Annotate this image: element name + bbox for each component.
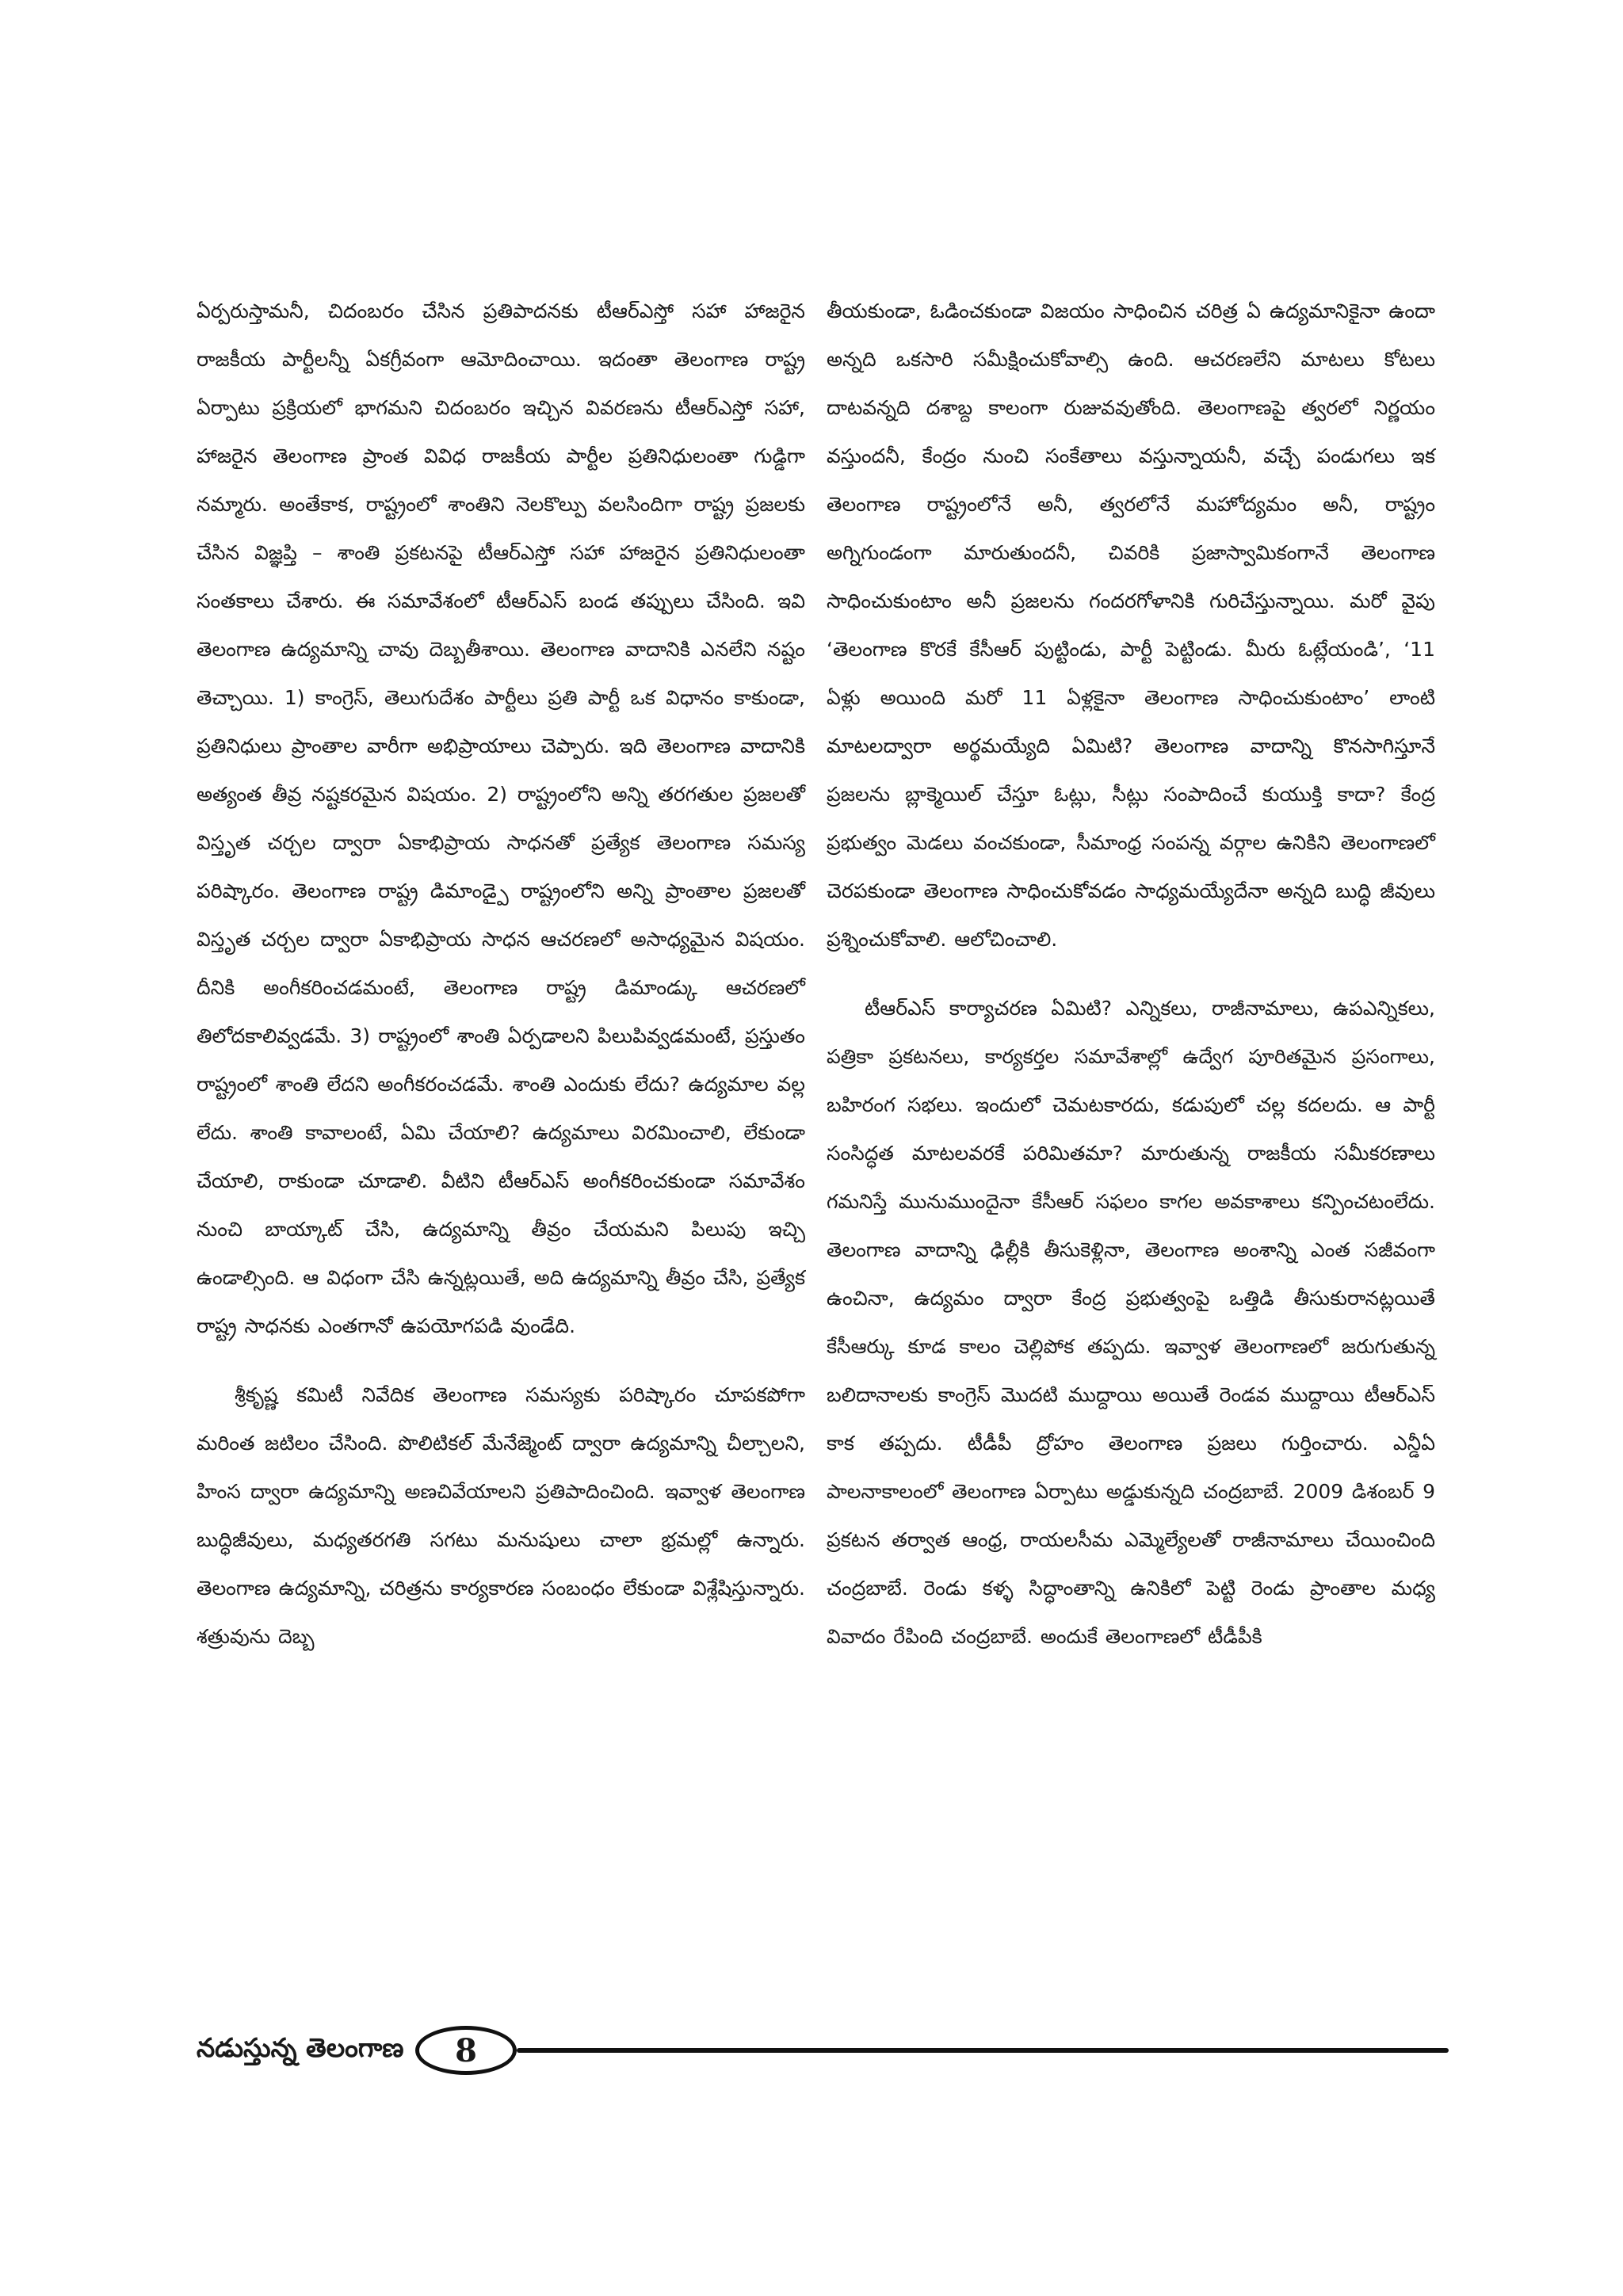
page-footer <box>197 2016 1449 2088</box>
footer-rule <box>517 2048 1449 2053</box>
right-column <box>827 287 1435 1681</box>
paragraph: ఏర్పరుస్తామనీ, చిదంబరం చేసిన ప్రతిపాదనకు టీఆర్ఎస్తో సహా హాజరైన రాజకీయ పార్టీలన్నీ ఏకగ్రీవంగా ఆమోదించాయి. ఇదంతా తెలంగాణ రాష్ట్ర ఏర్పాటు ప్రక్రియలో భాగమని చిదంబరం ఇచ్చిన వివరణను టీఆర్ఎస్తో సహా, హాజరైన తెలంగాణ ప్రాంత వివిధ రాజకీయ పార్టీల ప్రతినిధులంతా గుడ్డిగా నమ్మారు. అంతేకాక, రాష్ట్రంలో శాంతిని నెలకొల్పు వలసిందిగా రాష్ట్ర ప్రజలకు చేసిన విజ్ఞప్తి – శాంతి ప్రకటనపై టీఆర్ఎస్తో సహా హాజరైన ప్రతినిధులంతా సంతకాలు చేశారు. ఈ సమావేశంలో టీఆర్ఎస్ బండ తప్పులు చేసింది. ఇవి తెలంగాణ ఉద్యమాన్ని చావు దెబ్బతీశాయి. తెలంగాణ వాదానికి ఎనలేని నష్టం తెచ్చాయి. 1) కాంగ్రెస్, తెలుగుదేశం పార్టీలు ప్రతి పార్టీ ఒక విధానం కాకుండా, ప్రతినిధులు ప్రాంతాల వారీగా అభిప్రాయాలు చెప్పారు. ఇది తెలంగాణ వాదానికి అత్యంత తీవ్ర నష్టకరమైన విషయం. 2) రాష్ట్రంలోని అన్ని తరగతుల ప్రజలతో విస్తృత చర్చల ద్వారా ఏకాభిప్రాయ సాధనతో ప్రత్యేక తెలంగాణ సమస్య పరిష్కారం. తెలంగాణ రాష్ట్ర డిమాండ్పై రాష్ట్రంలోని అన్ని ప్రాంతాల ప్రజలతో విస్తృత చర్చల ద్వారా ఏకాభిప్రాయ సాధన ఆచరణలో అసాధ్యమైన విషయం. దీనికి అంగీకరించడమంటే, తెలంగాణ రాష్ట్ర డిమాండ్కు ఆచరణలో తిలోదకాలివ్వడమే. 3) రాష్ట్రంలో శాంతి ఏర్పడాలని పిలుపివ్వడమంటే, ప్రస్తుతం రాష్ట్రంలో శాంతి లేదని అంగీకరంచడమే. శాంతి ఎందుకు లేదు? ఉద్యమాల వల్ల లేదు. శాంతి కావాలంటే, ఏమి చేయాలి? ఉద్యమాలు విరమించాలి, లేకుండా చేయాలి, రాకుండా చూడాలి. వీటిని టీఆర్ఎస్ అంగీకరించకుండా సమావేశం నుంచి బాయ్కాట్ చేసి, ఉద్యమాన్ని తీవ్రం చేయమని పిలుపు ఇచ్చి ఉండాల్సింది. ఆ విధంగా చేసి ఉన్నట్లయితే, అది ఉద్యమాన్ని తీవ్రం చేసి, ప్రత్యేక రాష్ట్ర సాధనకు ఎంతగానో ఉపయోగపడి వుండేది. <box>197 299 805 1337</box>
paragraph: టీఆర్ఎస్ కార్యాచరణ ఏమిటి? ఎన్నికలు, రాజీనామాలు, ఉపఎన్నికలు, పత్రికా ప్రకటనలు, కార్యకర్తల సమావేశాల్లో ఉద్వేగ పూరితమైన ప్రసంగాలు, బహిరంగ సభలు. ఇందులో చెమటకారదు, కడుపులో చల్ల కదలదు. ఆ పార్టీ సంసిద్ధత మాటలవరకే పరిమితమా? మారుతున్న రాజకీయ సమీకరణాలు గమనిస్తే మునుముందైనా కేసీఆర్ సఫలం కాగల అవకాశాలు కన్పించటంలేదు. తెలంగాణ వాదాన్ని ఢిల్లీకి తీసుకెళ్లినా, తెలంగాణ అంశాన్ని ఎంత సజీవంగా ఉంచినా, ఉద్యమం ద్వారా కేంద్ర ప్రభుత్వంపై ఒత్తిడి తీసుకురానట్లయితే కేసీఆర్కు కూడ కాలం చెల్లిపోక తప్పదు. ఇవ్వాళ తెలంగాణలో జరుగుతున్న బలిదానాలకు కాంగ్రెస్ మొదటి ముద్దాయి అయితే రెండవ ముద్దాయి టీఆర్ఎస్ కాక తప్పదు. టీడీపీ ద్రోహం తెలంగాణ ప్రజలు గుర్తించారు. ఎన్డీఏ పాలనాకాలంలో తెలంగాణ ఏర్పాటు అడ్డుకున్నది చంద్రబాబే. 2009 డిశంబర్ 9 ప్రకటన తర్వాత ఆంధ్ర, రాయలసీమ ఎమ్మెల్యేలతో రాజీనామాలు చేయించింది చంద్రబాబే. రెండు కళ్ళ సిద్ధాంతాన్ని ఉనికిలో పెట్టి రెండు ప్రాంతాల మధ్య వివాదం రేపింది చంద్రబాబే. అందుకే తెలంగాణలో టీడీపీకి <box>827 997 1435 1648</box>
page-number: 8 <box>455 2031 477 2069</box>
left-column <box>197 287 805 1681</box>
page-number-badge <box>415 2026 517 2075</box>
magazine-title: నడుస్తున్న తెలంగాణ <box>197 2032 404 2063</box>
paragraph: శ్రీకృష్ణ కమిటీ నివేదిక తెలంగాణ సమస్యకు పరిష్కారం చూపకపోగా మరింత జటిలం చేసింది. పొలిటికల్ మేనేజ్మెంట్ ద్వారా ఉద్యమాన్ని చీల్చాలని, హింస ద్వారా ఉద్యమాన్ని అణచివేయాలని ప్రతిపాదించింది. ఇవ్వాళ తెలంగాణ బుద్ధిజీవులు, మధ్యతరగతి సగటు మనుషులు చాలా భ్రమల్లో ఉన్నారు. తెలంగాణ ఉద్యమాన్ని, చరిత్రను కార్యకారణ సంబంధం లేకుండా విశ్లేషిస్తున్నారు. శత్రువును దెబ్బ <box>197 1383 805 1648</box>
paragraph: తీయకుండా, ఓడించకుండా విజయం సాధించిన చరిత్ర ఏ ఉద్యమానికైనా ఉందా అన్నది ఒకసారి సమీక్షించుకోవాల్సి ఉంది. ఆచరణలేని మాటలు కోటలు దాటవన్నది దశాబ్ద కాలంగా రుజువవుతోంది. తెలంగాణపై త్వరలో నిర్ణయం వస్తుందనీ, కేంద్రం నుంచి సంకేతాలు వస్తున్నాయనీ, వచ్చే పండుగలు ఇక తెలంగాణ రాష్ట్రంలోనే అనీ, త్వరలోనే మహోద్యమం అనీ, రాష్ట్రం అగ్నిగుండంగా మారుతుందనీ, చివరికి ప్రజాస్వామికంగానే తెలంగాణ సాధించుకుంటాం అనీ ప్రజలను గందరగోళానికి గురిచేస్తున్నాయి. మరో వైపు ‘తెలంగాణ కొరకే కేసీఆర్ పుట్టిండు, పార్టీ పెట్టిండు. మీరు ఓట్లేయండి’, ‘11 ఏళ్లు అయింది మరో 11 ఏళ్లకైనా తెలంగాణ సాధించుకుంటాం’ లాంటి మాటలద్వారా అర్థమయ్యేది ఏమిటి? తెలంగాణ వాదాన్ని కొనసాగిస్తూనే ప్రజలను బ్లాక్మెయిల్ చేస్తూ ఓట్లు, సీట్లు సంపాదించే కుయుక్తి కాదా? కేంద్ర ప్రభుత్వం మెడలు వంచకుండా, సీమాంధ్ర సంపన్న వర్గాల ఉనికిని తెలంగాణలో చెరపకుండా తెలంగాణ సాధించుకోవడం సాధ్యమయ్యేదేనా అన్నది బుద్ధి జీవులు ప్రశ్నించుకోవాలి. ఆలోచించాలి. <box>827 299 1435 951</box>
